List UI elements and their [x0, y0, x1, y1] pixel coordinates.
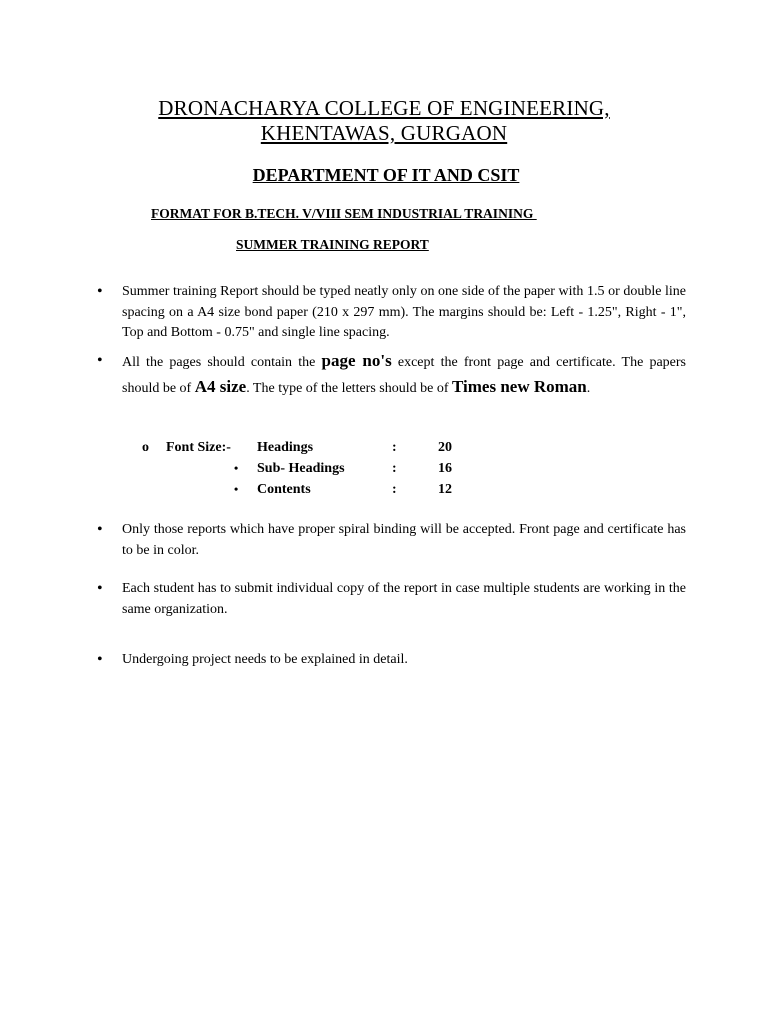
colon: :: [392, 461, 397, 476]
text-run: . The type of the letters should be of: [246, 381, 452, 396]
format-heading: FORMAT FOR B.TECH. V/VIII SEM INDUSTRIAL TRAINING: [151, 206, 537, 221]
font-size-label: Font Size:-: [166, 440, 231, 455]
bullet-icon: •: [97, 580, 103, 597]
paragraph-copy-rules: Each student has to submit individual copy of the report in case multiple students are working in the same organization.: [122, 581, 686, 617]
text-run: All the pages should contain the: [122, 355, 322, 370]
paragraph-binding-rules: Only those reports which have proper spiral binding will be accepted. Front page and certificate has to be in color.: [122, 522, 686, 558]
colon: :: [392, 482, 397, 497]
college-name-line1: DRONACHARYA COLLEGE OF ENGINEERING,: [158, 96, 610, 120]
colon: :: [392, 440, 397, 455]
paragraph-page-rules: [122, 349, 686, 401]
paragraph-project-rules: Undergoing project needs to be explained in detail.: [122, 652, 408, 667]
font-size-value: 20: [438, 440, 452, 455]
report-heading: SUMMER TRAINING REPORT: [236, 237, 429, 252]
department-heading: DEPARTMENT OF IT AND CSIT: [252, 165, 520, 185]
bullet-icon: •: [97, 283, 103, 300]
font-size-name: Headings: [257, 440, 314, 455]
emphasis-page-nos: page no's: [321, 351, 392, 370]
paragraph-typing-rules: Summer training Report should be typed neatly only on one side of the paper with 1.5 or double line spacing on a A4 size bond paper (210 x 297 mm). The margins should be: Left - 1.25", Right - 1", Top and Bottom - 0.75" and single line spacing.: [122, 284, 686, 340]
font-size-name: Contents: [257, 482, 311, 497]
college-name-line2: KHENTAWAS, GURGAON: [260, 121, 508, 145]
circle-marker: o: [142, 440, 149, 455]
bullet-icon: •: [234, 461, 239, 475]
bullet-icon: •: [97, 651, 103, 668]
font-size-name: Sub- Headings: [257, 461, 345, 476]
font-size-value: 16: [438, 461, 452, 476]
text-run: except the front page and certificate. The papers should be of: [122, 355, 687, 396]
font-size-row: [142, 437, 462, 458]
font-size-table: [142, 437, 462, 500]
emphasis-font-name: Times new Roman: [452, 377, 587, 396]
font-size-row: [142, 458, 462, 479]
font-size-row: [142, 479, 462, 500]
font-size-value: 12: [438, 482, 452, 497]
text-run: .: [586, 381, 591, 396]
bullet-icon: •: [234, 482, 239, 496]
bullet-icon: •: [97, 352, 103, 369]
bullet-icon: •: [97, 521, 103, 538]
emphasis-a4-size: A4 size: [194, 377, 247, 396]
